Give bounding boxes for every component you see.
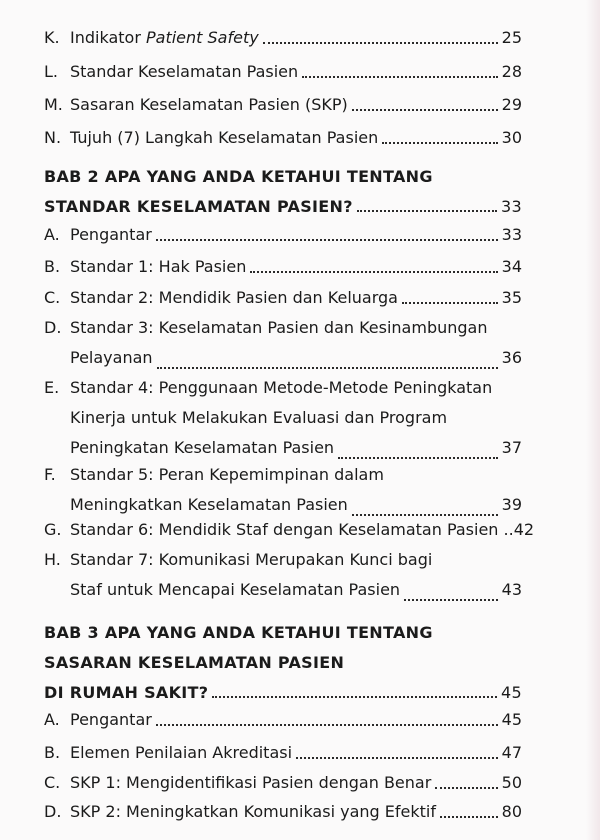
entry-page: 25 (501, 28, 522, 47)
toc-entry-a (44, 225, 522, 245)
leader-dots (404, 599, 498, 601)
entry-title: Indikator Patient Safety (70, 28, 259, 47)
toc-entry-e (44, 373, 522, 463)
entry-title: Pengantar (70, 710, 152, 729)
toc-entry-d (44, 313, 522, 373)
entry-letter: C. (44, 773, 61, 792)
entry-page: 50 (501, 773, 522, 792)
entry-letter: A. (44, 225, 60, 244)
leader-dots (338, 457, 498, 459)
entry-letter: D. (44, 802, 62, 821)
toc-entry-g (44, 520, 535, 540)
chapter-line: SASARAN KESELAMATAN PASIEN (44, 653, 345, 672)
entry-letter: C. (44, 288, 61, 307)
entry-title: Pengantar (70, 225, 152, 244)
leader-dots (212, 696, 497, 698)
chapter-heading-bab2 (44, 156, 522, 216)
entry-letter: N. (44, 128, 62, 147)
entry-letter: B. (44, 743, 61, 762)
entry-page: 42 (513, 520, 535, 539)
entry-page: 36 (501, 348, 522, 367)
leader-dots (435, 787, 497, 789)
toc-entry-c-bab3 (44, 773, 522, 793)
entry-page: 33 (501, 225, 522, 244)
chapter-line: BAB 3 APA YANG ANDA KETAHUI TENTANG (44, 623, 433, 642)
entry-title: Standar 7: Komunikasi Merupakan Kunci bagi (70, 550, 433, 569)
entry-title-cont: Kinerja untuk Melakukan Evaluasi dan Program (70, 408, 448, 427)
entry-page: 80 (501, 802, 522, 821)
leader-dots (263, 42, 498, 44)
leader-dots (157, 367, 498, 369)
entry-letter: A. (44, 710, 60, 729)
entry-letter: F. (44, 465, 56, 484)
toc-entry-n (44, 128, 522, 148)
entry-title: Standar 1: Hak Pasien (70, 257, 247, 276)
toc-entry-b-bab3 (44, 743, 522, 763)
entry-title: Standar Keselamatan Pasien (70, 62, 299, 81)
entry-page: 39 (501, 495, 522, 514)
entry-letter: B. (44, 257, 61, 276)
entry-title-cont: Peningkatan Keselamatan Pasien (70, 438, 335, 457)
leader-dots (352, 514, 498, 516)
entry-title: Standar 4: Penggunaan Metode-Metode Peningkatan (70, 378, 493, 397)
entry-title: Sasaran Keselamatan Pasien (SKP) (70, 95, 348, 114)
chapter-heading-bab3 (44, 612, 522, 702)
entry-letter: M. (44, 95, 63, 114)
leader-dots (296, 757, 498, 759)
leader-dots (382, 142, 497, 144)
chapter-line: STANDAR KESELAMATAN PASIEN? (44, 197, 353, 216)
entry-title-cont: Pelayanan (70, 348, 153, 367)
entry-title-cont: Meningkatkan Keselamatan Pasien (70, 495, 348, 514)
entry-page: 45 (501, 710, 522, 729)
chapter-line: BAB 2 APA YANG ANDA KETAHUI TENTANG (44, 167, 433, 186)
entry-letter: E. (44, 378, 60, 397)
entry-page: 37 (501, 438, 522, 457)
toc-entry-c (44, 288, 522, 308)
toc-entry-h (44, 545, 522, 605)
chapter-page: 33 (501, 197, 522, 216)
leader-dots (352, 109, 498, 111)
entry-page: 34 (501, 257, 522, 276)
entry-page: 28 (501, 62, 522, 81)
entry-letter: K. (44, 28, 60, 47)
entry-title-cont: Staf untuk Mencapai Keselamatan Pasien (70, 580, 401, 599)
chapter-page: 45 (501, 683, 522, 702)
entry-letter: H. (44, 550, 61, 569)
toc-entry-k (44, 28, 522, 48)
entry-title: SKP 2: Meningkatkan Komunikasi yang Efektif (70, 802, 436, 821)
entry-letter: D. (44, 318, 62, 337)
leader-dots (357, 210, 497, 212)
entry-title: Standar 6: Mendidik Staf dengan Keselamatan Pasien .. (70, 520, 514, 539)
page-edge-shadow (586, 0, 600, 840)
entry-letter: L. (44, 62, 58, 81)
entry-page: 30 (501, 128, 522, 147)
entry-title: Standar 3: Keselamatan Pasien dan Kesinambungan (70, 318, 488, 337)
chapter-line: DI RUMAH SAKIT? (44, 683, 209, 702)
leader-dots (440, 816, 498, 818)
toc-entry-l (44, 62, 522, 82)
entry-title: Standar 5: Peran Kepemimpinan dalam (70, 465, 384, 484)
leader-dots (156, 239, 498, 241)
entry-title: SKP 1: Mengidentifikasi Pasien dengan Benar (70, 773, 432, 792)
leader-dots (156, 724, 498, 726)
toc-entry-b (44, 257, 522, 277)
entry-title: Standar 2: Mendidik Pasien dan Keluarga (70, 288, 398, 307)
entry-page: 35 (501, 288, 522, 307)
entry-page: 47 (501, 743, 522, 762)
entry-page: 29 (501, 95, 522, 114)
leader-dots (402, 302, 498, 304)
toc-entry-a-bab3 (44, 710, 522, 730)
leader-dots (250, 271, 497, 273)
toc-entry-f (44, 460, 522, 520)
leader-dots (302, 76, 497, 78)
entry-title: Tujuh (7) Langkah Keselamatan Pasien (70, 128, 379, 147)
toc-entry-m (44, 95, 522, 115)
entry-title: Elemen Penilaian Akreditasi (70, 743, 293, 762)
entry-letter: G. (44, 520, 62, 539)
entry-page: 43 (501, 580, 522, 599)
toc-entry-d-bab3 (44, 802, 522, 822)
